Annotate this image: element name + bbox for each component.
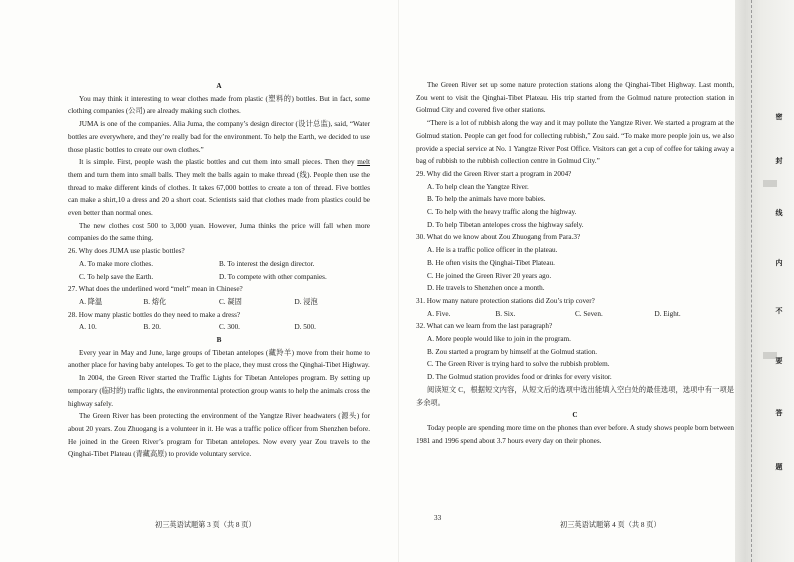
option: D. Eight. [654,309,681,318]
question-27: 27. What does the underlined word “melt” mean in Chinese? [68,285,243,294]
page-footer: 初三英语试题第 3 页（共 8 页） [155,521,256,529]
option: B. 熔化 [143,297,167,306]
right-page [398,0,734,562]
binding-char: 答 [775,409,783,417]
passage-b-paragraph-1: Every year in May and June, large groups of Tibetan antelopes (藏羚羊) move from their home to another place for having baby antelopes. To get to the place, they must cross the Qinghai-Tibet Highway. [68,348,370,370]
passage-a-paragraph-4: The new clothes cost 500 to 3,000 yuan. However, Juma thinks the price will fall when more companies do the same thing. [68,221,370,243]
option: C. Seven. [575,309,603,318]
question-26-options [68,258,370,283]
question-28: 28. How many plastic bottles do they need to make a dress? [68,310,241,319]
binding-margin [735,0,794,562]
option: D. He travels to Shenzhen once a month. [427,284,545,293]
binding-char: 题 [775,463,783,471]
question-29: 29. Why did the Green River start a program in 2004? [416,169,572,178]
option: D. 浸泡 [294,297,318,306]
option: A. To make more clothes. [79,259,154,268]
binding-char: 内 [775,259,783,267]
underlined-word-melt: melt [357,158,370,167]
binding-char: 要 [775,357,783,365]
question-26: 26. Why does JUMA use plastic bottles? [68,247,185,256]
option: B. He often visits the Qinghai-Tibet Plateau. [427,258,555,267]
section-c-instruction: 阅读短文 C，根据短文内容，从短文后的选项中选出能填入空白处的最佳选项，选项中有一项是多余项。 [416,385,734,407]
page-mark: 33 [434,514,442,522]
passage-a-paragraph-1: You may think it interesting to wear clothes made from plastic (塑料的) bottles. But in fact, some clothing companies (公司) are already making such clothes. [68,94,370,116]
seal-line [751,0,752,562]
option: A. He is a traffic police officer in the plateau. [427,246,558,255]
binding-char: 不 [775,307,783,315]
question-32: 32. What can we learn from the last paragraph? [416,322,553,331]
question-31: 31. How many nature protection stations did Zou’s trip cover? [416,296,595,305]
question-30: 30. What do we know about Zou Zhuogang from Para.3? [416,233,581,242]
option: C. To help save the Earth. [79,272,154,281]
passage-b-paragraph-4: The Green River set up some nature protection stations along the Qinghai-Tibet Highway. Last month, Zou went to visit the Qinghai-Tibet Plateau. His trip started from the Golmud nature protection station in Golmud City and covered five other stations. [416,81,734,115]
option: D. The Golmud station provides food or drinks for every visitor. [427,373,612,382]
question-28-options [68,321,370,334]
section-a-title: A [216,82,222,90]
question-27-options [68,296,370,309]
section-c-title: C [572,411,578,420]
option: C. The Green River is trying hard to solve the rubbish problem. [427,360,610,369]
option: B. Zou started a program by himself at the Golmud station. [427,347,598,356]
passage-b-paragraph-3: The Green River has been protecting the environment of the Yangtze River headwaters (源头) for about 20 years. Zou Zhuogang is a volunteer in it. He was a traffic police officer from Shenzhen before. He joined in the Green River’s program for Tibetan antelopes. Now every year Zou travels to the Qinghai-Tibet Plateau (青藏高原) to provide voluntary service. [68,412,370,459]
option: B. Six. [495,309,516,318]
seal-mark [763,180,777,187]
passage-a-paragraph-3: It is simple. First, people wash the plastic bottles and cut them into small pieces. Then they melt them and turn them into small balls. They melt the balls again to make thread (线). People then use the thread to make different kinds of clothes. It takes 67,000 bottles to create a ton of thread. Five bottles can make a shirt,10 a dress and 20 a short coat. Scientists said that clothes made from plastics could be even better than normal ones. [68,158,370,218]
left-column [68,80,370,461]
option: D. 500. [294,323,316,332]
option: B. 20. [143,323,161,332]
section-b-title: B [216,336,222,345]
option: C. He joined the Green River 20 years ago. [427,271,552,280]
right-column [416,79,734,447]
option: A. Five. [427,309,451,318]
option: A. More people would like to join in the program. [427,335,571,344]
passage-a-paragraph-2: JUMA is one of the companies. Alia Juma, the company’s design director (设计总监), said, “Water bottles are everywhere, and they’re really bad for the environment. To help the Earth, we decided to use those plastic bottles to create our own clothes.” [68,120,370,154]
option: B. To interest the design director. [219,259,315,268]
option: C. To help with the heavy traffic along the highway. [427,208,577,217]
option: D. To help Tibetan antelopes cross the highway safely. [427,220,584,229]
passage-b-paragraph-5: “There is a lot of rubbish along the way and it may pollute the Yangtze River. We started a program at the Golmud station. People can get food for collecting rubbish,” Zou said. “To make more people join us, we also provide a special service at No. 1 Yangtze River Post Office. Visitors can get a cup of coffee for taking away a bag of rubbish to the rubbish collection centre in Golmud City.” [416,119,734,166]
option: D. To compete with other companies. [219,272,327,281]
passage-c-paragraph-1: Today people are spending more time on the phones than ever before. A study shows people born between 1981 and 1996 spend about 3.7 hours every day on their phones. [416,423,734,445]
binding-char: 封 [775,157,783,165]
option: A. 10. [79,323,97,332]
option: B. To help the animals have more babies. [427,195,546,204]
option: C. 凝固 [219,297,242,306]
page-footer: 初三英语试题第 4 页（共 8 页） [560,521,661,529]
option: A. 降温 [79,297,103,306]
binding-char: 线 [775,209,783,217]
question-31-options [416,308,734,321]
binding-char: 密 [775,113,783,121]
option: A. To help clean the Yangtze River. [427,182,529,191]
passage-b-paragraph-2: In 2004, the Green River started the Traffic Lights for Tibetan Antelopes program. By setting up temporary (临时的) traffic lights, the environmental protection group wants to help the animals cross the highway safely. [68,374,370,408]
option: C. 300. [219,323,240,332]
